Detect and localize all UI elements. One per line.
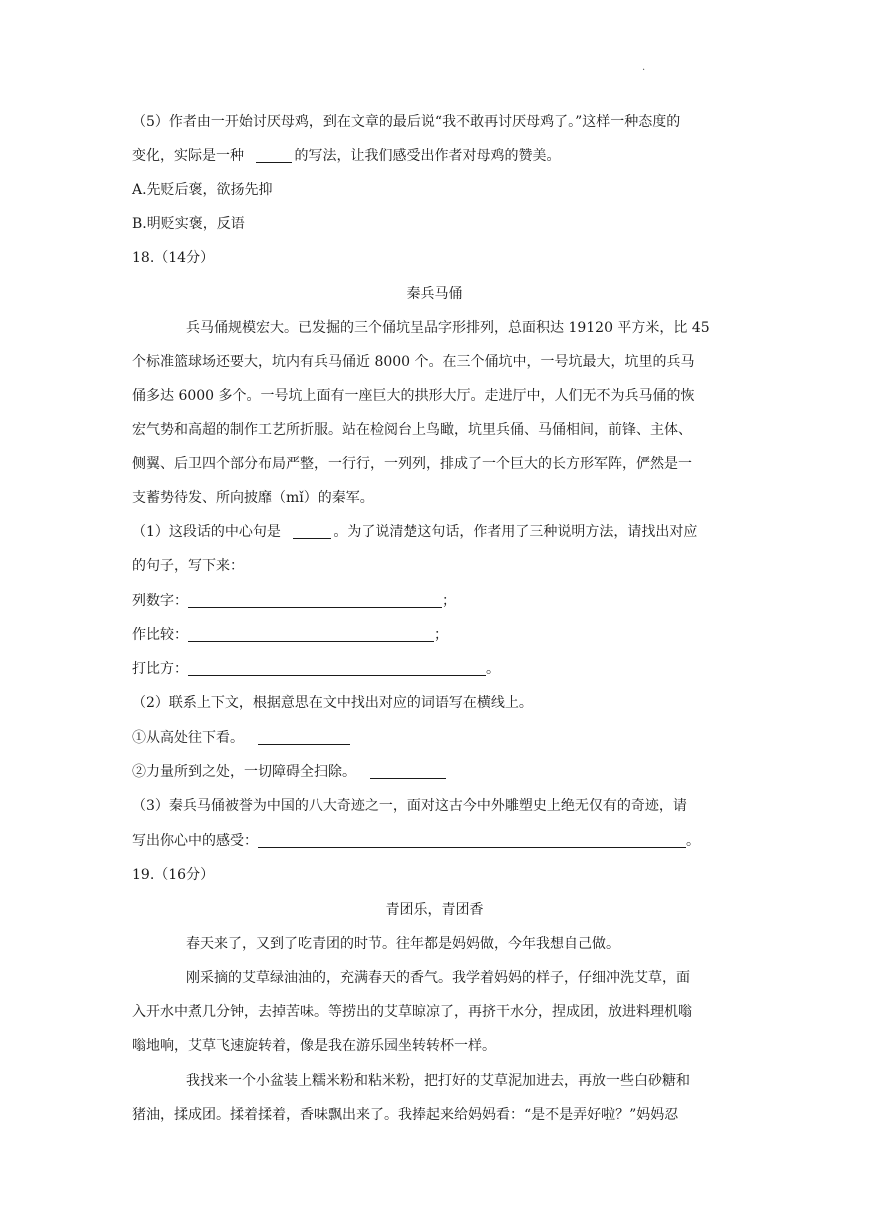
q17-5-answer-blank[interactable] [256, 146, 292, 163]
method-metaphor-blank[interactable] [188, 659, 486, 676]
q18-para-line: 宏气势和高超的制作工艺所折服。站在检阅台上鸟瞰，坑里兵俑、马俑相间，前锋、主体、 [132, 422, 692, 438]
q18-1-text-after: 。为了说清楚这句话，作者用了三种说明方法，请找出对应 [333, 524, 698, 540]
q18-passage-title: 秦兵马俑 [406, 286, 463, 302]
q18-para-line: 侧翼、后卫四个部分布局严整，一行行，一列列，排成了一个巨大的长方形军阵，俨然是一 [132, 456, 692, 472]
method-comparison-label: 作比较： [132, 627, 188, 643]
q17-5-option-b[interactable]: B.明贬实褒，反语 [132, 216, 245, 232]
q18-3-label: 写出你心中的感受： [132, 833, 258, 849]
q18-1-stem [132, 522, 697, 542]
q19-para-line: 嗡地响，艾草飞速旋转着，像是我在游乐园坐转转杯一样。 [132, 1038, 496, 1054]
q18-3-answer-line [132, 831, 700, 851]
q18-para-line: 支蓄势待发、所向披靡（mǐ）的秦军。 [132, 490, 374, 506]
q18-2-item-a-text: ①从高处往下看。 [132, 730, 244, 746]
q18-2-item-a-blank[interactable] [258, 728, 350, 745]
punctuation: ； [442, 593, 456, 609]
q19-para-line: 春天来了，又到了吃青团的时节。往年都是妈妈做，今年我想自己做。 [186, 936, 620, 952]
q18-2-item-b [132, 762, 446, 782]
q19-para-line: 入开水中煮几分钟，去掉苦味。等捞出的艾草晾凉了，再挤干水分，捏成团，放进料理机嗡 [132, 1004, 692, 1020]
q18-header: 18.（14分） [132, 250, 215, 266]
q18-para-line: 个标准篮球场还要大，坑内有兵马俑近 8000 个。在三个俑坑中，一号坑最大，坑里的兵马 [132, 354, 695, 370]
punctuation: 。 [486, 661, 500, 677]
q18-1-method-numbers [132, 591, 456, 611]
q17-5-text-before: 变化，实际是一种 [132, 148, 244, 164]
q19-passage-title: 青团乐，青团香 [385, 902, 484, 918]
q17-5-option-a[interactable]: A.先贬后褒，欲扬先抑 [132, 182, 273, 198]
q17-5-stem: （5）作者由一开始讨厌母鸡，到在文章的最后说“我不敢再讨厌母鸡了。”这样一种态度的 [132, 114, 681, 130]
method-numbers-label: 列数字： [132, 593, 188, 609]
page-mark: . [642, 62, 646, 73]
punctuation: 。 [686, 833, 700, 849]
q19-para-line: 猪油，揉成团。揉着揉着，香味飘出来了。我捧起来给妈妈看：“是不是弄好啦？”妈妈忍 [132, 1107, 679, 1123]
q19-header: 19.（16分） [132, 867, 215, 883]
q17-5-text-after: 的写法，让我们感受出作者对母鸡的赞美。 [294, 148, 561, 164]
q19-para-line: 刚采摘的艾草绿油油的，充满春天的香气。我学着妈妈的样子，仔细冲洗艾草，面 [186, 970, 690, 986]
q18-1-text-before: （1）这段话的中心句是 [132, 524, 281, 540]
punctuation: ； [434, 627, 448, 643]
q18-3-stem: （3）秦兵马俑被誉为中国的八大奇迹之一，面对这古今中外雕塑史上绝无仅有的奇迹，请 [132, 798, 687, 814]
method-comparison-blank[interactable] [188, 625, 434, 642]
q18-1-center-sentence-blank[interactable] [293, 522, 331, 539]
q18-para-line: 俑多达 6000 多个。一号坑上面有一座巨大的拱形大厅。走进厅中，人们无不为兵马俑的恢 [132, 388, 695, 404]
q18-1-method-metaphor [132, 659, 500, 679]
q18-3-feeling-blank[interactable] [258, 831, 686, 848]
q18-para-line: 兵马俑规模宏大。已发掘的三个俑坑呈品字形排列，总面积达 19120 平方米，比 45 [186, 320, 710, 336]
q18-2-item-b-blank[interactable] [370, 762, 446, 779]
q19-para-line: 我找来一个小盆装上糯米粉和粘米粉，把打好的艾草泥加进去，再放一些白砂糖和 [186, 1073, 690, 1089]
q18-2-stem: （2）联系上下文，根据意思在文中找出对应的词语写在横线上。 [132, 695, 533, 711]
q17-5-stem-cont [132, 146, 560, 166]
q18-2-item-b-text: ②力量所到之处，一切障碍全扫除。 [132, 764, 356, 780]
method-metaphor-label: 打比方： [132, 661, 188, 677]
method-numbers-blank[interactable] [188, 591, 442, 608]
q18-1-stem-cont: 的句子，写下来： [132, 558, 244, 574]
q18-1-method-comparison [132, 625, 448, 645]
q18-2-item-a [132, 728, 350, 748]
